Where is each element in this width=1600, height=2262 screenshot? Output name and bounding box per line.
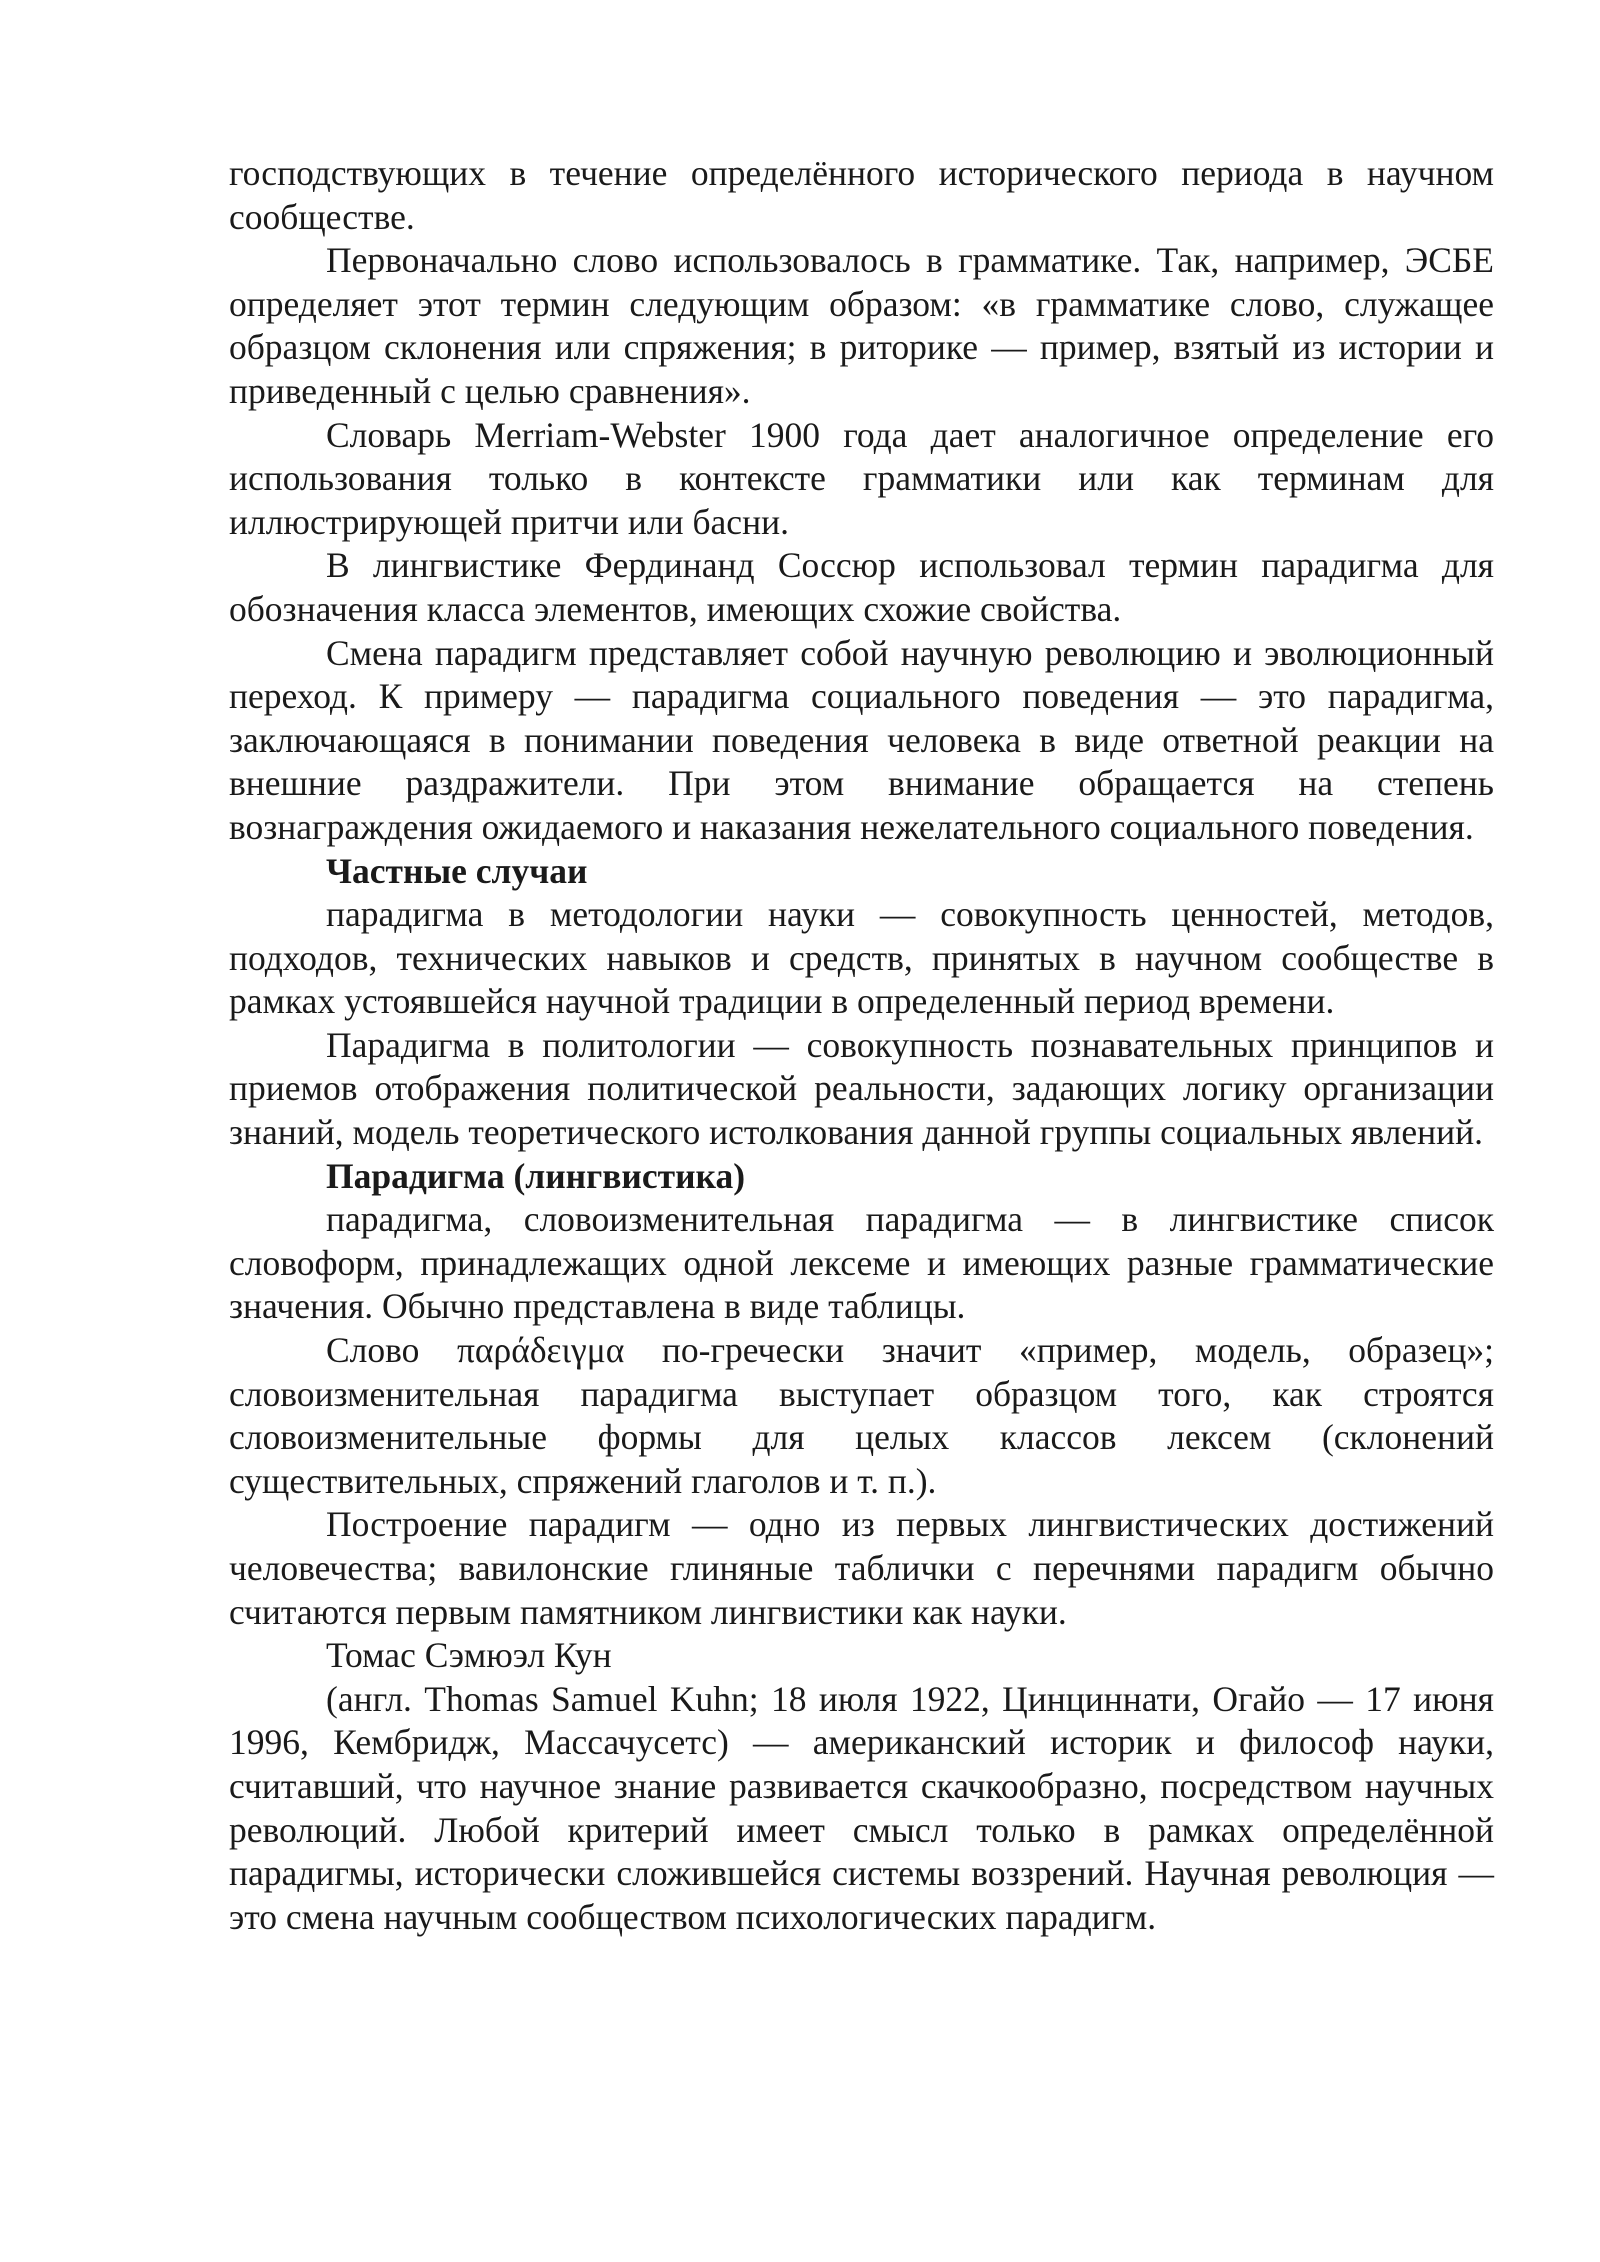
paragraph-continuation: господствующих в течение определённого исторического периода в научном сообществе.: [229, 153, 1494, 237]
document-page: [229, 152, 1494, 1939]
paragraph-merriam-webster: Словарь Merriam-Webster 1900 года дает аналогичное определение его использования только в контексте грамматики или как терминам для иллюстрирующей притчи или басни.: [229, 414, 1494, 542]
section-heading-linguistics: Парадигма (лингвистика): [326, 1155, 746, 1196]
paragraph-babylonian-tablets: Построение парадигм — одно из первых лингвистических достижений человечества; вавилонские глиняные таблички с перечнями парадигм обычно считаются первым памятником лингвистики как науки.: [229, 1504, 1494, 1632]
section-heading-special-cases: Частные случаи: [326, 850, 588, 891]
paragraph-political-science: Парадигма в политологии — совокупность познавательных принципов и приемов отображения политической реальности, задающих логику организации знаний, модель теоретического истолкования данной группы социальных явлений.: [229, 1024, 1494, 1153]
paragraph-paradigm-shift: Смена парадигм представляет собой научную революцию и эволюционный переход. К примеру — парадигма социального поведения — это парадигма, заключающаяся в понимании поведения человека в виде ответной реакции на внешние раздражители. При этом внимание обращается на степень вознаграждения ожидаемого и наказания нежелательного социального поведения.: [229, 632, 1494, 847]
paragraph-grammar-origin: Первоначально слово использовалось в грамматике. Так, например, ЭСБЕ определяет этот термин следующим образом: «в грамматике слово, служащее образцом склонения или спряжения; в риторике — пример, взятый из истории и приведенный с целью сравнения».: [229, 240, 1494, 411]
paragraph-kuhn-name: Томас Сэмюэл Кун: [326, 1635, 612, 1676]
paragraph-methodology: парадигма в методологии науки — совокупность ценностей, методов, подходов, технических навыков и средств, принятых в научном сообществе в рамках устоявшейся научной традиции в определенный период времени.: [229, 894, 1494, 1022]
paragraph-inflectional-paradigm: парадигма, словоизменительная парадигма — в лингвистике список словоформ, принадлежащих одной лексеме и имеющих разные грамматические значения. Обычно представлена в виде таблицы.: [229, 1199, 1494, 1327]
paragraph-greek-word: Слово παράδειγμα по-гречески значит «пример, модель, образец»; словоизменительная парадигма выступает образцом того, как строятся словоизменительные формы для целых классов лексем (склонений существительных, спряжений глаголов и т. п.).: [229, 1330, 1494, 1501]
paragraph-saussure: В лингвистике Фердинанд Соссюр использовал термин парадигма для обозначения класса элементов, имеющих схожие свойства.: [229, 545, 1494, 629]
paragraph-kuhn-bio: (англ. Thomas Samuel Kuhn; 18 июля 1922, Цинциннати, Огайо — 17 июня 1996, Кембридж, Массачусетс) — американский историк и философ науки, считавший, что научное знание развивается скачкообразно, посредством научных революций. Любой критерий имеет смысл только в рамках определённой парадигмы, исторически сложившейся системы воззрений. Научная революция — это смена научным сообществом психологических парадигм.: [229, 1678, 1494, 1937]
